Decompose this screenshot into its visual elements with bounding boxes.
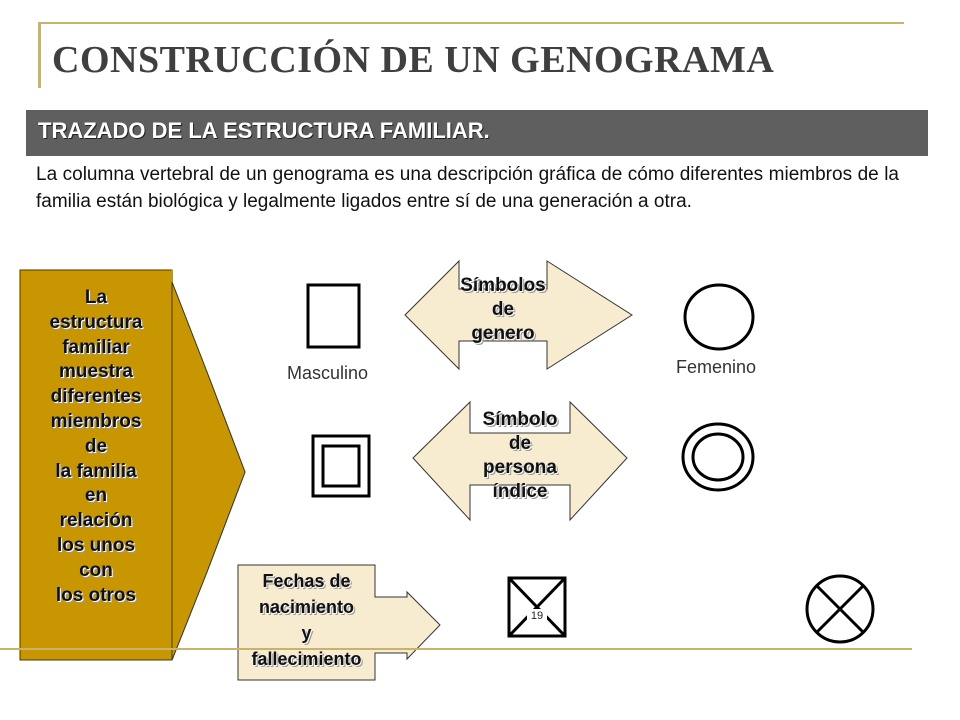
left-box-line: relación [59,510,133,532]
left-box-line: familiar [62,336,130,358]
male-square-symbol [308,285,359,347]
left-box-line: con [79,559,113,581]
slide-title: CONSTRUCCIÓN DE UN GENOGRAMA [52,39,775,81]
dates-line: nacimiento [258,597,355,617]
bottom-accent-line [0,648,912,650]
dates-line: Fechas de [262,571,351,591]
gender-symbols-line: genero [471,323,535,344]
index-person-line: de [508,433,532,454]
index-person-line: persona [483,457,557,478]
dates-text [238,568,375,672]
male-label: Masculino [287,363,369,383]
left-box-line: estructura [49,311,143,333]
left-box-line: en [84,485,108,507]
female-label: Femenino [676,357,757,377]
gender-symbols-line: de [491,299,515,320]
left-box-line: muestra [59,361,133,383]
left-box-text [20,286,172,608]
death-age-label: 19 [527,609,547,623]
index-person-line: Símbolo [482,409,558,430]
gender-symbols-text [455,274,551,346]
left-box-line: diferentes [50,386,142,408]
dates-line: fallecimiento [251,649,362,669]
gender-symbols-line: Símbolos [460,275,546,296]
index-person-text [466,408,574,504]
subtitle: TRAZADO DE LA ESTRUCTURA FAMILIAR. [38,118,490,143]
index-male-inner-square [323,446,359,486]
index-female-inner-circle [693,434,743,480]
left-box-line: de [84,435,108,457]
description-paragraph: La columna vertebral de un genograma es una descripción gráfica de cómo diferentes miembros de la familia están biológica y legalmente ligados entre sí de una generación a otra. [36,164,899,212]
left-box-line: los otros [55,584,137,606]
left-box-line: la familia [55,460,137,482]
dates-line: y [301,623,312,643]
index-person-line: índice [492,481,548,502]
left-box-line: miembros [50,410,142,432]
left-box-line: los unos [56,534,136,556]
left-block-arrow-head [172,282,245,660]
female-circle-symbol [685,285,753,349]
left-box-line: La [84,287,108,308]
